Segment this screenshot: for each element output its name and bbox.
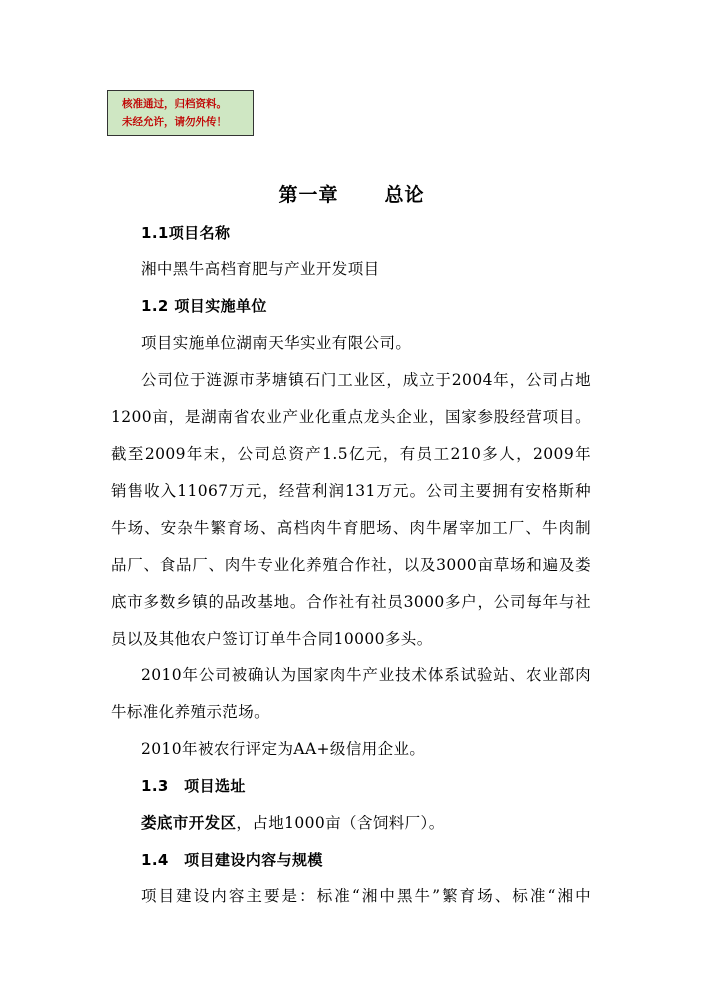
section-2-para2-line2: 牛标准化养殖示范场。 (111, 703, 271, 721)
chapter-number: 第一章 (278, 184, 339, 206)
section-2-para2-line1: 2010年公司被确认为国家肉牛产业技术体系试验站、农业部肉 (141, 666, 591, 684)
section-3-location: 娄底市开发区 (141, 814, 237, 832)
section-2-para3: 2010年被农行评定为AA+级信用企业。 (141, 740, 426, 758)
section-1-heading: 1.1项目名称 (141, 224, 231, 242)
section-1-text: 湘中黑牛高档育肥与产业开发项目 (141, 260, 380, 278)
stamp-line-2: 未经允许，请勿外传！ (122, 116, 227, 128)
section-3-area: ，占地1000亩（含饲料厂）。 (236, 814, 445, 832)
section-2-para1-line5: 牛场、安杂牛繁育场、高档肉牛育肥场、肉牛屠宰加工厂、牛肉制 (111, 519, 591, 537)
section-2-text: 项目实施单位湖南天华实业有限公司。 (141, 334, 412, 352)
section-3-text (141, 811, 591, 835)
stamp-line-1: 核准通过，归档资料。 (122, 98, 227, 110)
section-4-text: 项目建设内容主要是：标准“湘中黑牛”繁育场、标准“湘中 (141, 887, 591, 905)
section-2-para1-line4: 销售收入11067万元，经营利润131万元。公司主要拥有安格斯种 (111, 482, 591, 500)
section-2-heading: 1.2 项目实施单位 (141, 297, 267, 315)
chapter-name: 总论 (384, 184, 425, 206)
section-2-para1-line2: 1200亩，是湖南省农业产业化重点龙头企业，国家参股经营项目。 (111, 408, 591, 426)
section-2-para1-line8: 员以及其他农户签订订单牛合同10000多头。 (111, 630, 433, 648)
section-2-para1-line6: 品厂、食品厂、肉牛专业化养殖合作社，以及3000亩草场和遍及娄 (111, 556, 591, 574)
section-2-para1-line1: 公司位于涟源市茅塘镇石门工业区，成立于2004年，公司占地 (141, 371, 591, 389)
chapter-title (0, 180, 703, 207)
section-2-para1-line7: 底市多数乡镇的品改基地。合作社有社员3000多户，公司每年与社 (111, 593, 591, 611)
section-2-para1-line3: 截至2009年末，公司总资产1.5亿元，有员工210多人，2009年 (111, 445, 591, 463)
stamp-note (107, 90, 254, 136)
section-4-heading: 1.4 项目建设内容与规模 (141, 851, 323, 869)
section-3-heading: 1.3 项目选址 (141, 777, 246, 795)
